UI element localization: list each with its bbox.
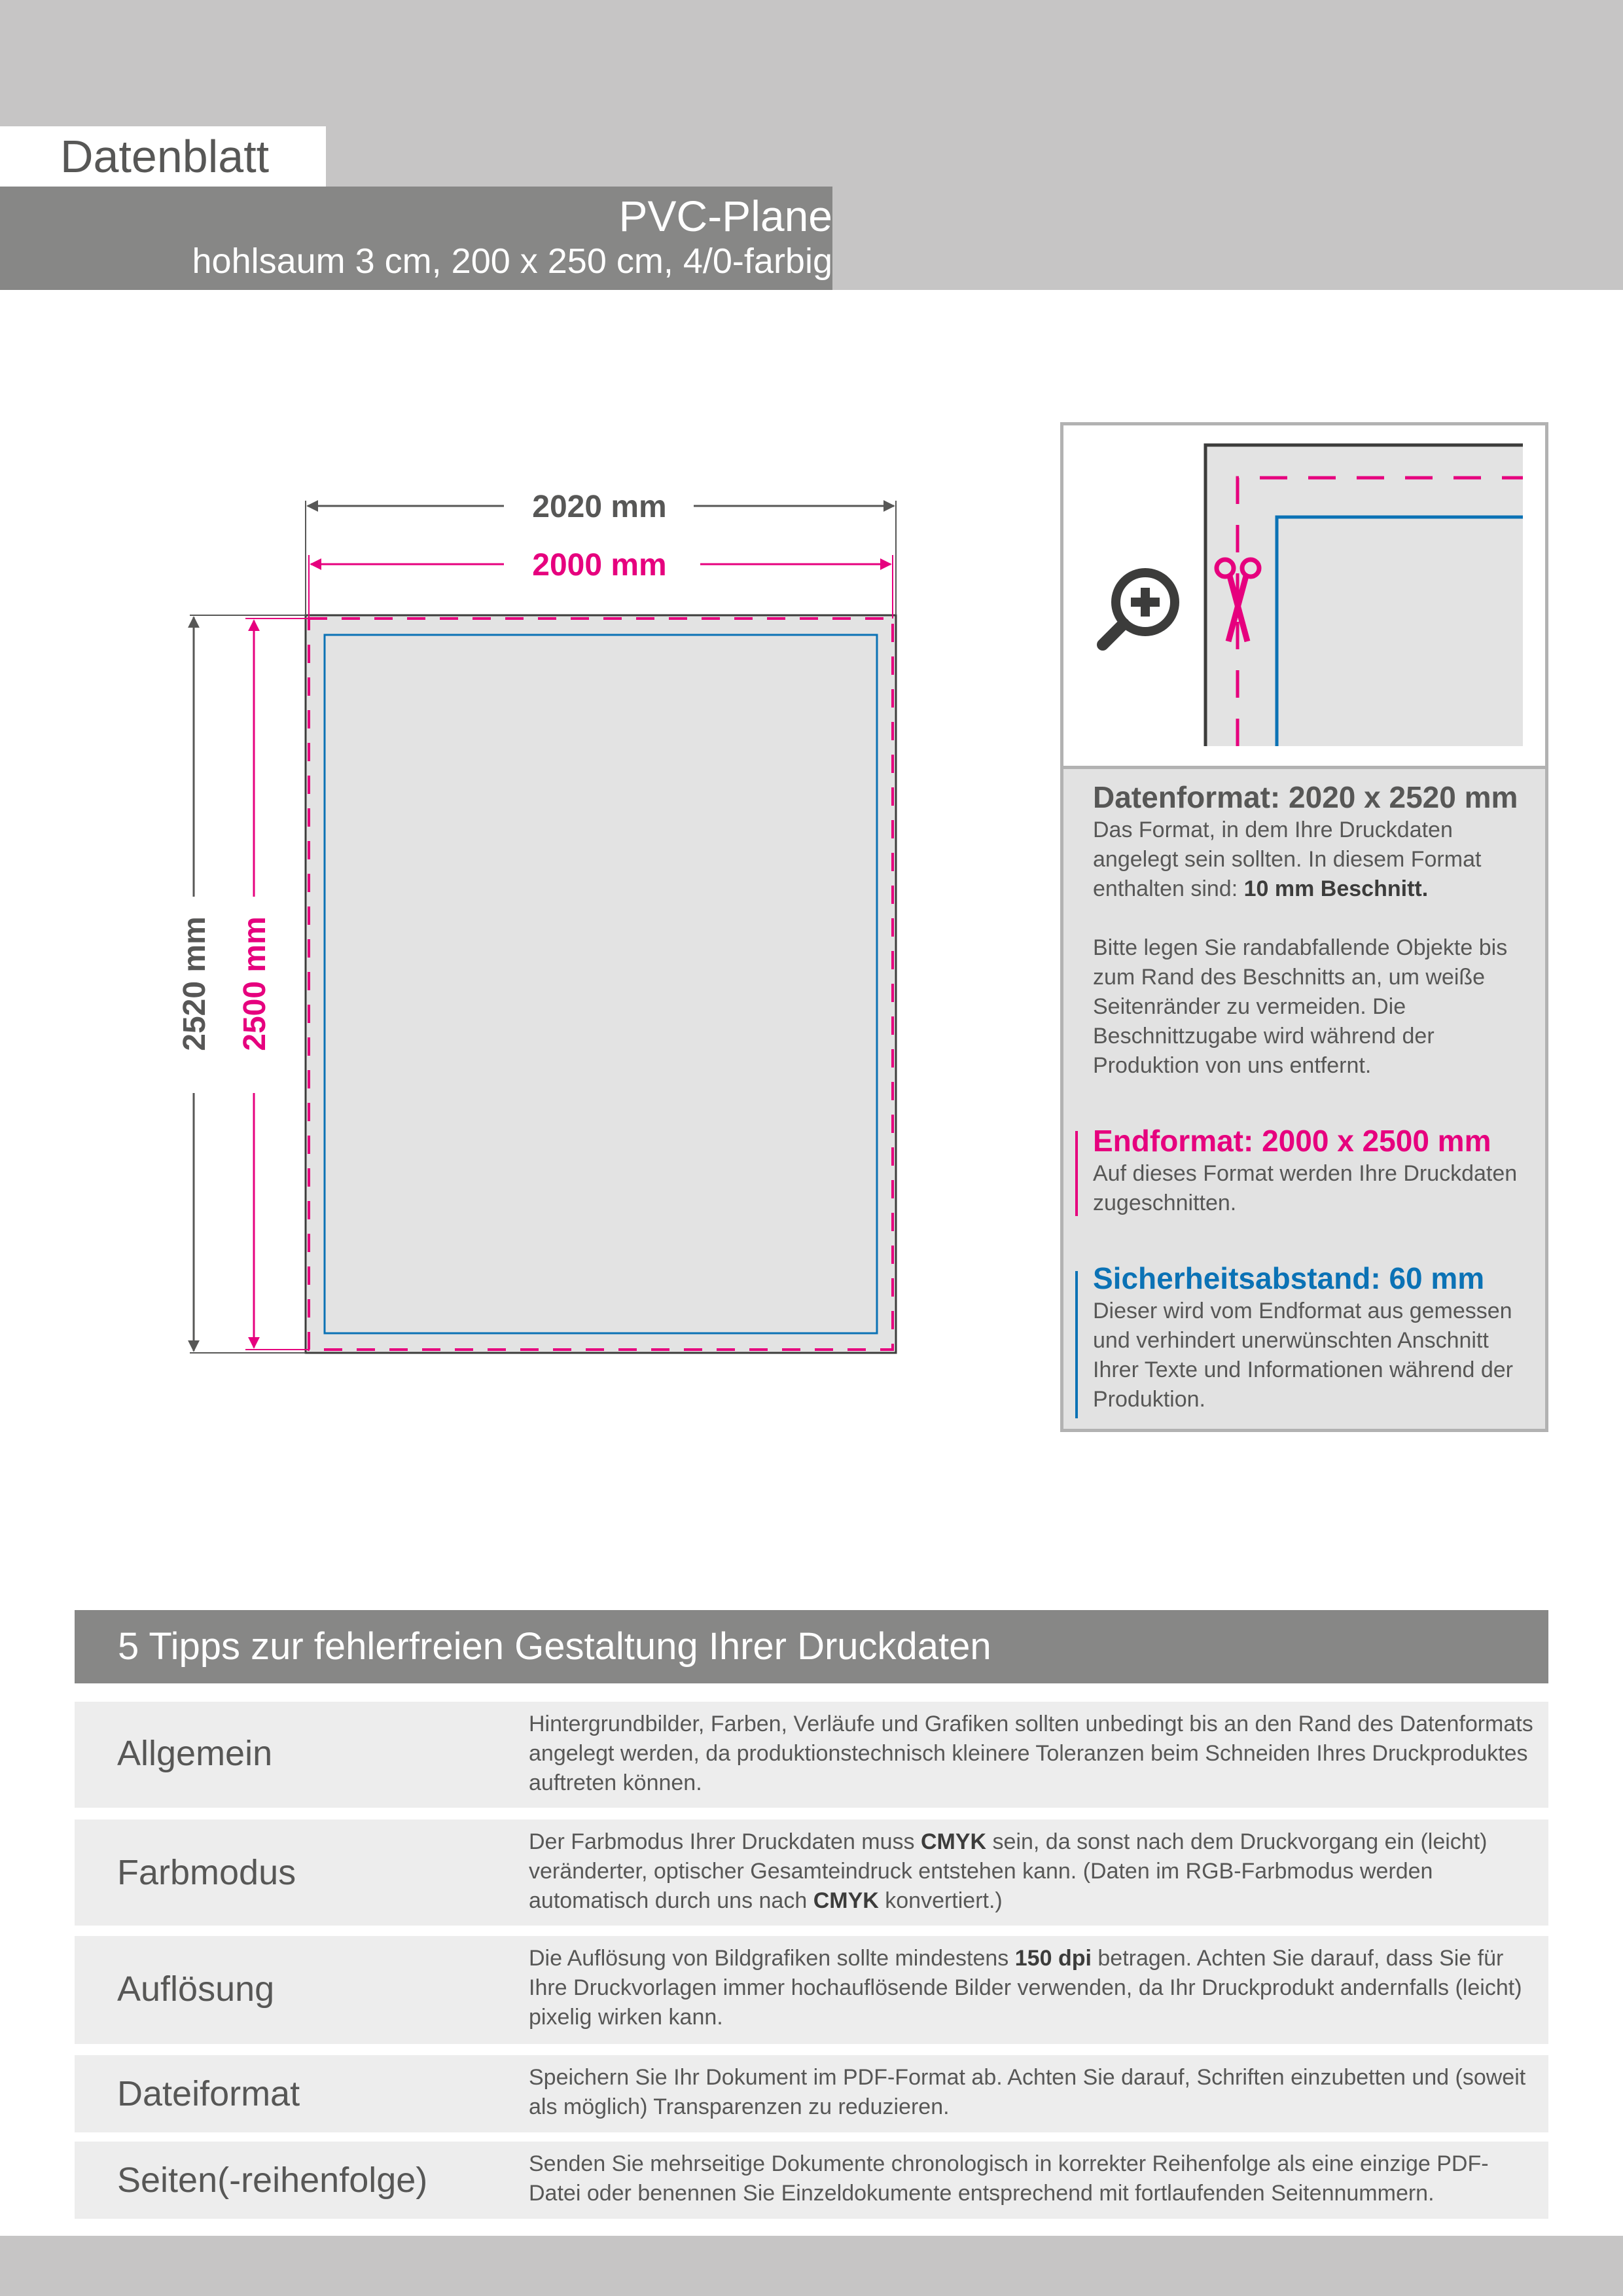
safety-distance-description: Dieser wird vom Endformat aus gemessen und verhindert unerwünschten Anschnitt Ihrer Texte und Informationen während der Produktion.: [1093, 1299, 1513, 1412]
tip-text: Speichern Sie Ihr Dokument im PDF-Format ab. Achten Sie darauf, Schriften einzubetten und (soweit als möglich) Transparenzen zu reduzieren.: [529, 2065, 1526, 2119]
tip-label: Seiten(-reihenfolge): [117, 2161, 428, 2200]
final-width-label: 2000 mm: [532, 548, 667, 583]
product-title: PVC-Plane: [618, 192, 832, 240]
final-format-block: [1093, 1122, 1538, 1218]
tip-label: Auflösung: [117, 1969, 275, 2009]
format-info-panel: [1060, 422, 1548, 1432]
tip-row-seiten: [75, 2142, 1548, 2219]
data-format-title: Datenformat: 2020 x 2520 mm: [1093, 780, 1518, 814]
data-format-area: [306, 615, 896, 1353]
tip-text-part: konvertiert.): [878, 1888, 1003, 1913]
tip-text-emphasis: 150 dpi: [1014, 1946, 1092, 1971]
final-height-label: 2500 mm: [238, 916, 272, 1051]
tip-row-dateiformat: [75, 2055, 1548, 2132]
final-format-title: Endformat: 2000 x 2500 mm: [1093, 1124, 1491, 1158]
safety-distance-title: Sicherheitsabstand: 60 mm: [1093, 1261, 1485, 1295]
format-diagram: [0, 393, 1021, 1394]
data-format-block: [1093, 779, 1538, 1081]
tip-text: [529, 1827, 1540, 1916]
safety-distance-marker: [1075, 1271, 1078, 1418]
data-width-label: 2020 mm: [532, 490, 667, 524]
data-format-description: [1093, 816, 1538, 904]
tip-text-emphasis: CMYK: [920, 1829, 987, 1854]
tip-text-part: sein, da sonst nach dem Druckvorgang ein (leicht) veränderter, optischer Gesamteindruck entstehen kann. (Daten im RGB-Farbmodus werden automatisch durch uns nach: [529, 1829, 1488, 1913]
tip-text: Senden Sie mehrseitige Dokumente chronologisch in korrekter Reihenfolge als eine einzige PDF-Datei oder benennen Sie Einzeldokumente entsprechend mit fortlaufenden Seitennummern.: [529, 2151, 1489, 2206]
tip-text-part: Der Farbmodus Ihrer Druckdaten muss: [529, 1829, 921, 1854]
corner-zoom-graphic: [1063, 425, 1545, 766]
product-subtitle: hohlsaum 3 cm, 200 x 250 cm, 4/0-farbig: [192, 242, 832, 281]
tip-label: Dateiformat: [117, 2074, 300, 2113]
tip-text-part: betragen. Achten Sie darauf, dass Sie für Ihre Druckvorlagen immer hochauflösende Bilder verwenden, da Ihr Druckprodukt andernfalls (leicht) pixelig wirken kann.: [529, 1946, 1522, 2030]
bleed-value: 10 mm Beschnitt.: [1243, 876, 1429, 901]
tip-text-part: Die Auflösung von Bildgrafiken sollte mindestens: [529, 1946, 1015, 1971]
tip-row-farbmodus: [75, 1820, 1548, 1926]
corner-zoom-detail: [1063, 425, 1545, 769]
document-label: Datenblatt: [60, 131, 270, 182]
final-format-marker: [1075, 1131, 1078, 1216]
tip-text-emphasis: CMYK: [813, 1888, 879, 1913]
bleed-instructions: Bitte legen Sie randabfallende Objekte bis zum Rand des Beschnitts an, um weiße Seitenränder zu vermeiden. Die Beschnittzugabe wird während der Produktion von uns entfernt.: [1093, 935, 1508, 1078]
zoom-in-icon: [1103, 573, 1175, 645]
tip-label: Farbmodus: [117, 1853, 296, 1892]
footer-band: [0, 2236, 1623, 2296]
data-format-text: Das Format, in dem Ihre Druckdaten angelegt sein sollten. In diesem Format enthalten sind:: [1093, 817, 1482, 901]
safety-distance-block: [1093, 1260, 1538, 1414]
tip-row-allgemein: [75, 1702, 1548, 1808]
final-format-description: Auf dieses Format werden Ihre Druckdaten zugeschnitten.: [1093, 1161, 1518, 1215]
tip-text: [529, 1944, 1540, 2032]
tip-row-aufloesung: [75, 1936, 1548, 2044]
tips-title: 5 Tipps zur fehlerfreien Gestaltung Ihrer Druckdaten: [118, 1625, 991, 1668]
data-height-label: 2520 mm: [177, 916, 212, 1051]
tip-text: Hintergrundbilder, Farben, Verläufe und Grafiken sollten unbedingt bis an den Rand des Datenformats angelegt werden, da produktionstechnisch kleinere Toleranzen beim Schneiden Ihres Druckproduktes auftreten können.: [529, 1712, 1533, 1795]
tip-label: Allgemein: [117, 1734, 273, 1773]
